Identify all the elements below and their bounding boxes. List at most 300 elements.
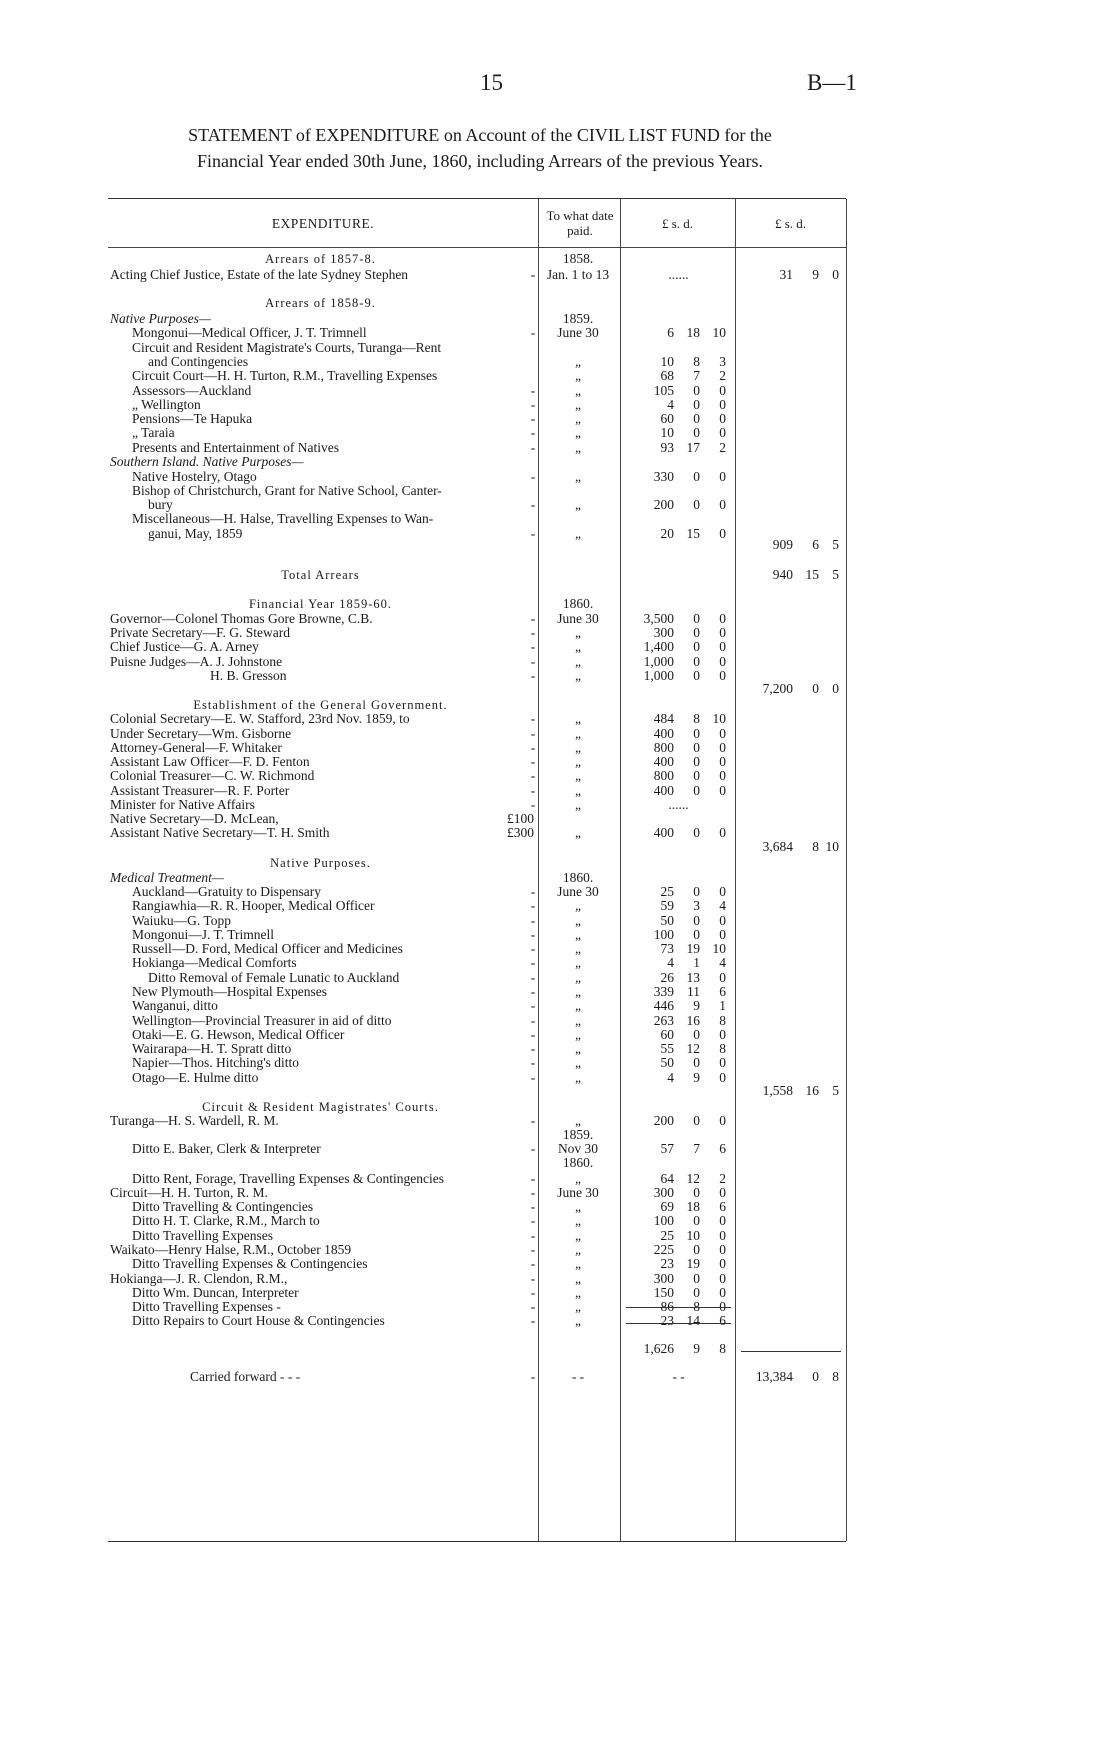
expenditure-item: Establishment of the General Government.	[193, 698, 448, 712]
expenditure-item: Acting Chief Justice, Estate of the late Sydney Stephen	[110, 267, 409, 282]
amount-shillings: 0	[693, 425, 700, 440]
amount-pounds: 4	[667, 397, 674, 412]
amount-pounds: 20	[660, 526, 674, 541]
amount-pence: 0	[719, 469, 726, 484]
amount-pounds: 200	[653, 497, 674, 512]
date-paid: „	[575, 1242, 581, 1257]
amount-pence: 10	[825, 839, 839, 854]
date-paid: June 30	[557, 884, 599, 899]
amount-shillings: 8	[693, 1299, 700, 1314]
table-row	[108, 955, 846, 971]
amount-shillings: 18	[686, 1199, 700, 1214]
leader-dash: -	[530, 768, 536, 783]
date-paid: „	[575, 397, 581, 412]
date-paid: „	[575, 768, 581, 783]
leader-dash: -	[530, 1041, 536, 1056]
amount-pounds: 1,626	[643, 1341, 674, 1356]
table-row	[108, 454, 846, 470]
date-paid: 1858.	[562, 251, 594, 266]
leader-dash: -	[530, 998, 536, 1013]
expenditure-item: Ditto H. T. Clarke, R.M., March to	[132, 1213, 320, 1228]
expenditure-item: Ditto Travelling Expenses -	[132, 1299, 281, 1314]
amount-pounds: 263	[653, 1013, 674, 1028]
date-paid: Jan. 1 to 13	[546, 267, 610, 282]
inner-amount: £300	[507, 825, 534, 840]
leader-dash: -	[530, 927, 536, 942]
amount-pence: 6	[719, 1199, 726, 1214]
amount-pence: 4	[719, 898, 726, 913]
date-paid: „	[575, 740, 581, 755]
table-row	[108, 711, 846, 727]
date-paid: 1859.	[562, 1127, 594, 1142]
table-row	[108, 251, 846, 267]
leader-dash: -	[530, 1313, 536, 1328]
amount-pounds: 446	[653, 998, 674, 1013]
amount-pounds: 23	[660, 1313, 674, 1328]
leader-dash: -	[530, 1185, 536, 1200]
amount-pence: 5	[832, 1083, 839, 1098]
amount-pence: 0	[719, 1242, 726, 1257]
table-row	[108, 1055, 846, 1071]
expenditure-item: bury	[148, 497, 173, 512]
amount-shillings: 15	[805, 567, 819, 582]
expenditure-item: Bishop of Christchurch, Grant for Native School, Canter-	[132, 483, 442, 498]
amount-pounds: 940	[772, 567, 793, 582]
expenditure-item: Puisne Judges—A. J. Johnstone	[110, 654, 283, 669]
table-row	[108, 425, 846, 441]
amount-pounds: 26	[660, 970, 674, 985]
amount-shillings: 0	[693, 1213, 700, 1228]
date-paid: „	[575, 1299, 581, 1314]
table-row	[108, 898, 846, 914]
amount-pence: 0	[719, 1213, 726, 1228]
table-row	[108, 1313, 846, 1329]
date-paid: „	[575, 1271, 581, 1286]
amount-shillings: 16	[805, 1083, 819, 1098]
amount-shillings: 11	[687, 984, 700, 999]
amount-pounds: 200	[653, 1113, 674, 1128]
table-row	[108, 325, 846, 341]
expenditure-item: Wairarapa—H. T. Spratt ditto	[132, 1041, 292, 1056]
amount-pounds: 55	[660, 1041, 674, 1056]
table-row	[108, 1369, 846, 1385]
date-paid: „	[575, 1027, 581, 1042]
amount-pounds: 330	[653, 469, 674, 484]
table-row	[108, 1155, 846, 1171]
date-paid: „	[575, 898, 581, 913]
date-paid: Nov 30	[557, 1141, 599, 1156]
leader-dash: -	[530, 1070, 536, 1085]
leader-dash: -	[530, 913, 536, 928]
leader-dash: -	[530, 1242, 536, 1257]
leader-dash: -	[530, 984, 536, 999]
expenditure-item: Turanga—H. S. Wardell, R. M.	[110, 1113, 279, 1128]
table-row	[108, 267, 846, 283]
leader-dash: -	[530, 1285, 536, 1300]
date-paid: „	[575, 668, 581, 683]
amount-pence: 0	[719, 1070, 726, 1085]
date-paid: June 30	[557, 1185, 599, 1200]
expenditure-item: Ditto Travelling & Contingencies	[132, 1199, 314, 1214]
amount-pounds: 1,000	[643, 654, 674, 669]
expenditure-item: Auckland—Gratuity to Dispensary	[132, 884, 321, 899]
subtotal-rule	[626, 1307, 731, 1308]
expenditure-table	[108, 198, 846, 1542]
leader-dash: -	[530, 1256, 536, 1271]
amount-shillings: 7	[693, 1141, 700, 1156]
expenditure-item: Mongonui—J. T. Trimnell	[132, 927, 275, 942]
date-paid: June 30	[557, 325, 599, 340]
expenditure-item: Under Secretary—Wm. Gisborne	[110, 726, 292, 741]
expenditure-item: Arrears of 1857-8.	[265, 252, 376, 266]
expenditure-item: Mongonui—Medical Officer, J. T. Trimnell	[132, 325, 367, 340]
amount-pounds: 10	[660, 425, 674, 440]
amount-pence: 0	[719, 1299, 726, 1314]
amount-shillings: 9	[693, 1341, 700, 1356]
leader-dash: -	[530, 1228, 536, 1243]
leader-dash: -	[530, 668, 536, 683]
amount-shillings: 9	[693, 998, 700, 1013]
amount-pence: 0	[832, 681, 839, 696]
document-code: B—1	[807, 70, 857, 95]
expenditure-item: Waikato—Henry Halse, R.M., October 1859	[110, 1242, 352, 1257]
expenditure-item: and Contingencies	[148, 354, 249, 369]
expenditure-item: Circuit and Resident Magistrate's Courts, Turanga—Rent	[132, 340, 442, 355]
table-row	[108, 681, 846, 697]
amount-pounds: 400	[653, 783, 674, 798]
date-paid: „	[575, 726, 581, 741]
date-paid: „	[575, 955, 581, 970]
table-row	[108, 998, 846, 1014]
amount-pounds: 484	[653, 711, 674, 726]
expenditure-item: Wellington—Provincial Treasurer in aid of ditto	[132, 1013, 392, 1028]
leader-dash: -	[530, 639, 536, 654]
date-paid: „	[575, 1070, 581, 1085]
amount-pence: 0	[719, 913, 726, 928]
statement-title	[110, 122, 850, 174]
header-expenditure: EXPENDITURE.	[271, 215, 375, 231]
amount-pence: 0	[719, 497, 726, 512]
date-paid: - -	[571, 1369, 585, 1384]
amount-pence: 0	[719, 740, 726, 755]
date-paid: „	[575, 825, 581, 840]
amount-pounds: 100	[653, 927, 674, 942]
amount-shillings: 0	[693, 397, 700, 412]
amount-pounds: 4	[667, 1070, 674, 1085]
amount-pence: 0	[719, 1228, 726, 1243]
date-paid: „	[575, 1113, 581, 1128]
amount-pounds: 60	[660, 1027, 674, 1042]
amount-shillings: 0	[693, 654, 700, 669]
leader-dash: -	[530, 711, 536, 726]
amount-shillings: 8	[693, 711, 700, 726]
expenditure-item: Native Purposes—	[110, 311, 211, 326]
expenditure-item: Circuit Court—H. H. Turton, R.M., Travelling Expenses	[132, 368, 438, 383]
amount-shillings: 0	[693, 639, 700, 654]
amount-pence: 0	[719, 625, 726, 640]
amount-pence: 3	[719, 354, 726, 369]
leader-dash: -	[530, 267, 536, 282]
expenditure-item: Circuit & Resident Magistrates' Courts.	[202, 1100, 439, 1114]
expenditure-item: Assistant Native Secretary—T. H. Smith	[110, 825, 330, 840]
amount-pounds: 1,000	[643, 668, 674, 683]
title-line-2: Financial Year ended 30th June, 1860, including Arrears of the previous Years.	[197, 151, 763, 171]
date-paid: „	[575, 941, 581, 956]
table-row	[108, 368, 846, 384]
expenditure-item: Ditto Repairs to Court House & Contingencies	[132, 1313, 385, 1328]
amount-pence: 0	[719, 611, 726, 626]
expenditure-item: Ditto Travelling Expenses & Contingencies	[132, 1256, 368, 1271]
date-paid: „	[575, 1313, 581, 1328]
amount-pounds: 300	[653, 625, 674, 640]
expenditure-item: Rangiawhia—R. R. Hooper, Medical Officer	[132, 898, 375, 913]
leader-dash: -	[530, 884, 536, 899]
amount-pounds: 31	[779, 267, 793, 282]
expenditure-item: Ditto Wm. Duncan, Interpreter	[132, 1285, 299, 1300]
table-row	[108, 1213, 846, 1229]
amount-pounds: 64	[660, 1171, 674, 1186]
amount-shillings: 0	[693, 825, 700, 840]
amount-shillings: 0	[693, 668, 700, 683]
amount-shillings: 10	[686, 1228, 700, 1243]
leader-dash: -	[530, 740, 536, 755]
table-row	[108, 639, 846, 655]
amount-pence: 2	[719, 440, 726, 455]
amount-pence: 2	[719, 1171, 726, 1186]
amount-shillings: 12	[686, 1171, 700, 1186]
amount-pounds: 3,500	[643, 611, 674, 626]
amount-pence: 1	[719, 998, 726, 1013]
expenditure-item: Chief Justice—G. A. Arney	[110, 639, 259, 654]
amount-shillings: 0	[693, 913, 700, 928]
amount-shillings: 0	[693, 740, 700, 755]
amount-shillings: 3	[693, 898, 700, 913]
amount-pounds: 68	[660, 368, 674, 383]
amount-pounds: 300	[653, 1271, 674, 1286]
expenditure-item: Napier—Thos. Hitching's ditto	[132, 1055, 300, 1070]
amount-pence: 0	[719, 884, 726, 899]
amount-pence: 0	[719, 639, 726, 654]
amount-shillings: 18	[686, 325, 700, 340]
amount-pence: 8	[719, 1041, 726, 1056]
expenditure-item: Wanganui, ditto	[132, 998, 218, 1013]
amount-shillings: 0	[693, 754, 700, 769]
amount-pence: 0	[719, 754, 726, 769]
leader-dash: -	[530, 397, 536, 412]
leader-dash: -	[530, 1141, 536, 1156]
amount-shillings: 0	[693, 625, 700, 640]
date-paid: 1859.	[562, 311, 594, 326]
amount-pounds: 25	[660, 1228, 674, 1243]
leader-dash: -	[530, 898, 536, 913]
leader-dash: -	[530, 425, 536, 440]
table-row	[108, 537, 846, 553]
amount-pence: 2	[719, 368, 726, 383]
amount-shillings: 15	[686, 526, 700, 541]
amount-pence: 0	[719, 1285, 726, 1300]
leader-dash: -	[530, 1171, 536, 1186]
expenditure-item: Hokianga—Medical Comforts	[132, 955, 297, 970]
leader-dash: -	[530, 1299, 536, 1314]
date-paid: „	[575, 497, 581, 512]
expenditure-item: Colonial Treasurer—C. W. Richmond	[110, 768, 315, 783]
leader-dash: -	[530, 469, 536, 484]
amount-pence: 0	[719, 1113, 726, 1128]
leader-dash: -	[530, 654, 536, 669]
table-row	[108, 855, 846, 871]
amount-pounds: 400	[653, 726, 674, 741]
date-paid: „	[575, 639, 581, 654]
column-rule	[846, 199, 847, 1541]
amount-pounds: 25	[660, 884, 674, 899]
amount-shillings: 0	[693, 1185, 700, 1200]
amount-shillings: 0	[693, 497, 700, 512]
leader-dash: -	[530, 497, 536, 512]
amount-pence: 8	[719, 1341, 726, 1356]
date-paid: 1860.	[562, 870, 594, 885]
amount-shillings: 0	[693, 1055, 700, 1070]
amount-shillings: 19	[686, 1256, 700, 1271]
amount-shillings: 0	[693, 1285, 700, 1300]
date-paid: „	[575, 711, 581, 726]
amount-pounds: 93	[660, 440, 674, 455]
expenditure-item: Waiuku—G. Topp	[132, 913, 231, 928]
date-paid: „	[575, 425, 581, 440]
expenditure-item: Otago—E. Hulme ditto	[132, 1070, 259, 1085]
amount-shillings: 6	[812, 537, 819, 552]
expenditure-item: Ditto Rent, Forage, Travelling Expenses & Contingencies	[132, 1171, 444, 1186]
expenditure-item: Assessors—Auckland	[132, 383, 252, 398]
date-paid: „	[575, 654, 581, 669]
amount-shillings: 12	[686, 1041, 700, 1056]
amount-pence: 10	[712, 941, 726, 956]
date-paid: „	[575, 469, 581, 484]
amount-pounds: 400	[653, 754, 674, 769]
amount-pounds: 60	[660, 411, 674, 426]
amount-shillings: 8	[812, 839, 819, 854]
amount-pounds: 225	[653, 1242, 674, 1257]
inner-amount: £100	[507, 811, 534, 826]
amount-pence: 6	[719, 1313, 726, 1328]
amount-shillings: 0	[812, 681, 819, 696]
leader-dash: -	[530, 411, 536, 426]
amount-shillings: 1	[693, 955, 700, 970]
date-paid: „	[575, 1213, 581, 1228]
amount-pence: 0	[832, 267, 839, 282]
page-number: 15	[480, 70, 503, 95]
amount-pounds: 800	[653, 740, 674, 755]
amount-pence: 10	[712, 711, 726, 726]
date-paid: „	[575, 368, 581, 383]
leader-dash: -	[530, 611, 536, 626]
expenditure-item: Native Hostelry, Otago	[132, 469, 257, 484]
expenditure-item: Assistant Treasurer—R. F. Porter	[110, 783, 290, 798]
date-paid: „	[575, 783, 581, 798]
amount-pence: 0	[719, 1271, 726, 1286]
leader-dash: -	[530, 1013, 536, 1028]
date-paid: „	[575, 1285, 581, 1300]
leader-dash: -	[530, 625, 536, 640]
expenditure-item: Private Secretary—F. G. Steward	[110, 625, 290, 640]
amount-column-1: ......	[668, 797, 689, 812]
expenditure-item: ganui, May, 1859	[148, 526, 243, 541]
table-row	[108, 839, 846, 855]
date-paid: „	[575, 383, 581, 398]
leader-dash: -	[530, 726, 536, 741]
leader-dash: -	[530, 970, 536, 985]
total-rule	[741, 1351, 841, 1352]
amount-shillings: 0	[693, 469, 700, 484]
expenditure-item: Pensions—Te Hapuka	[132, 411, 253, 426]
expenditure-item: Colonial Secretary—E. W. Stafford, 23rd Nov. 1859, to	[110, 711, 410, 726]
subtotal-rule	[626, 1323, 731, 1324]
date-paid: „	[575, 1199, 581, 1214]
amount-pounds: 50	[660, 913, 674, 928]
expenditure-item: Native Purposes.	[270, 856, 371, 870]
date-paid: „	[575, 1228, 581, 1243]
amount-pence: 0	[719, 411, 726, 426]
amount-pence: 0	[719, 1055, 726, 1070]
amount-shillings: 0	[693, 927, 700, 942]
leader-dash: -	[530, 526, 536, 541]
amount-pence: 0	[719, 654, 726, 669]
expenditure-item: Hokianga—J. R. Clendon, R.M.,	[110, 1271, 288, 1286]
amount-pence: 0	[719, 668, 726, 683]
amount-shillings: 0	[693, 783, 700, 798]
amount-pounds: 23	[660, 1256, 674, 1271]
expenditure-item: New Plymouth—Hospital Expenses	[132, 984, 327, 999]
table-row	[108, 511, 846, 527]
amount-shillings: 7	[693, 368, 700, 383]
amount-pence: 0	[719, 970, 726, 985]
title-line-1: STATEMENT of EXPENDITURE on Account of the CIVIL LIST FUND for the	[188, 125, 772, 145]
date-paid: „	[575, 1013, 581, 1028]
date-paid: „	[575, 440, 581, 455]
table-row	[108, 596, 846, 612]
amount-shillings: 0	[693, 1113, 700, 1128]
expenditure-item: Presents and Entertainment of Natives	[132, 440, 339, 455]
leader-dash: -	[530, 1027, 536, 1042]
amount-pounds: 59	[660, 898, 674, 913]
expenditure-item: „ Taraia	[132, 425, 175, 440]
amount-shillings: 0	[693, 768, 700, 783]
amount-pence: 0	[719, 825, 726, 840]
amount-pence: 0	[719, 526, 726, 541]
header-rule	[108, 247, 846, 248]
amount-pounds: 339	[653, 984, 674, 999]
amount-pounds: 6	[667, 325, 674, 340]
amount-pounds: 3,684	[762, 839, 793, 854]
amount-shillings: 9	[812, 267, 819, 282]
amount-pence: 0	[719, 1185, 726, 1200]
amount-pence: 8	[719, 1013, 726, 1028]
amount-shillings: 0	[693, 611, 700, 626]
amount-pounds: 1,558	[762, 1083, 793, 1098]
expenditure-item: Otaki—E. G. Hewson, Medical Officer	[132, 1027, 345, 1042]
amount-pence: 0	[719, 927, 726, 942]
amount-pence: 0	[719, 425, 726, 440]
date-paid: „	[575, 354, 581, 369]
leader-dash: -	[530, 1113, 536, 1128]
amount-shillings: 0	[812, 1369, 819, 1384]
amount-pounds: 7,200	[762, 681, 793, 696]
expenditure-item: Financial Year 1859-60.	[248, 597, 393, 611]
expenditure-item: „ Wellington	[132, 397, 201, 412]
expenditure-item: Arrears of 1858-9.	[265, 296, 376, 310]
amount-pence: 5	[832, 567, 839, 582]
leader-dash: -	[530, 325, 536, 340]
amount-shillings: 0	[693, 1242, 700, 1257]
